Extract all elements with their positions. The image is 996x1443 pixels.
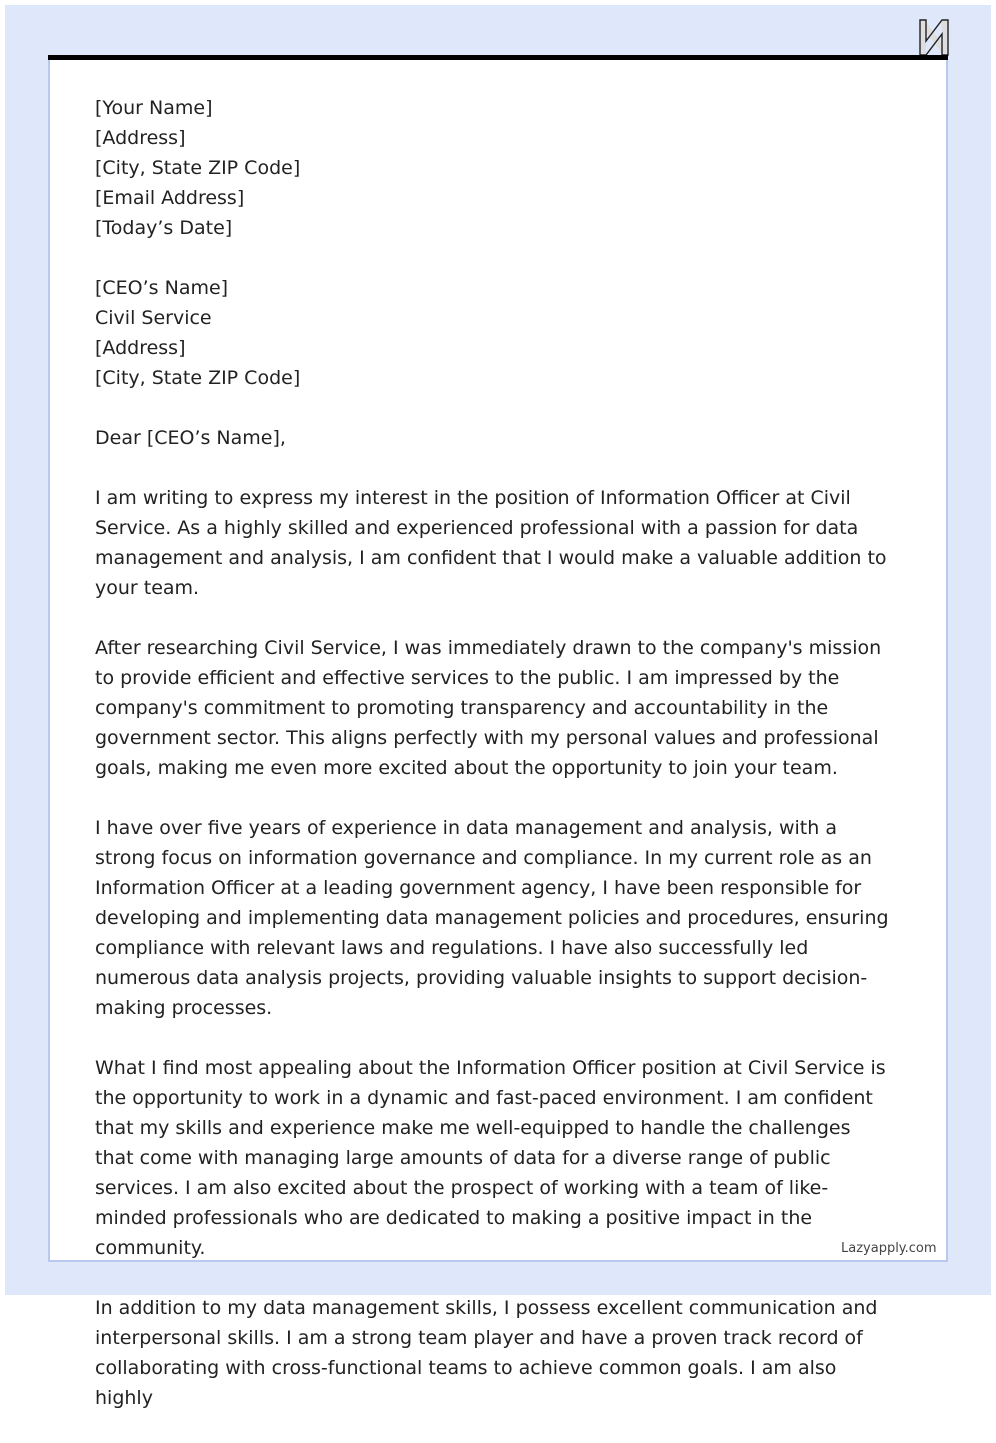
recipient-name: [CEO’s Name] — [95, 277, 229, 299]
sender-city: [City, State ZIP Code] — [95, 157, 301, 179]
body-paragraph-2: After researching Civil Service, I was immediately drawn to the company's mission to provide efficient and effective services to the public. I am impressed by the company's commitment to promoting transparency and accountability in the government sector. This aligns perfectly with my personal values and professional goals, making me even more excited about the opportunity to join your team. — [95, 637, 882, 779]
sender-address: [Address] — [95, 127, 186, 149]
recipient-address: [Address] — [95, 337, 186, 359]
sender-block — [95, 93, 895, 243]
sender-email: [Email Address] — [95, 187, 245, 209]
salutation: Dear [CEO’s Name], — [95, 427, 286, 449]
sender-name: [Your Name] — [95, 97, 213, 119]
recipient-city: [City, State ZIP Code] — [95, 367, 301, 389]
n-letter-logo-icon — [918, 17, 954, 59]
body-paragraph-1: I am writing to express my interest in the position of Information Officer at Civil Service. As a highly skilled and experienced professional with a passion for data management and analysis, I am confident that I would make a valuable addition to your team. — [95, 487, 887, 599]
letter-date: [Today’s Date] — [95, 217, 233, 239]
body-paragraph-5: In addition to my data management skills, I possess excellent communication and interpersonal skills. I am a strong team player and have a proven track record of collaborating with cross-functional teams to achieve common goals. I am also highly — [95, 1297, 878, 1409]
watermark-text: Lazyapply.com — [841, 1241, 937, 1256]
recipient-company: Civil Service — [95, 307, 212, 329]
recipient-block — [95, 273, 895, 393]
body-paragraph-4: What I find most appealing about the Information Officer position at Civil Service is the opportunity to work in a dynamic and fast-paced environment. I am confident that my skills and experience make me well-equipped to handle the challenges that come with managing large amounts of data for a diverse range of public services. I am also excited about the prospect of working with a team of like-minded professionals who are dedicated to making a positive impact in the community. — [95, 1057, 886, 1259]
body-paragraph-3: I have over five years of experience in data management and analysis, with a strong focus on information governance and compliance. In my current role as an Information Officer at a leading government agency, I have been responsible for developing and implementing data management policies and procedures, ensuring compliance with relevant laws and regulations. I have also successfully led numerous data analysis projects, providing valuable insights to support decision-making processes. — [95, 817, 889, 1019]
cover-letter — [95, 93, 895, 1443]
